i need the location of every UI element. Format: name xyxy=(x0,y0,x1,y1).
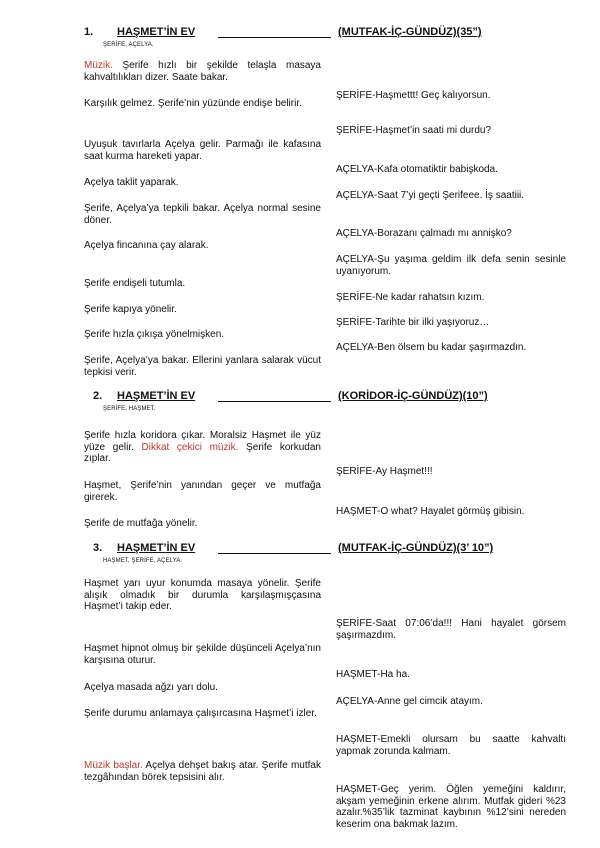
action-line: Müzik başlar. Açelya dehşet bakış atar. Şerife mutfak tezgâhından börek tepsisini alır. xyxy=(84,760,321,783)
dialogue-line: HAŞMET-Emekli olursam bu saatte kahvaltı yapmak zorunda kalmam. xyxy=(336,734,566,757)
action-line: Açelya masada ağzı yarı dolu. xyxy=(84,682,218,693)
dialogue-line: ŞERİFE-Ay Haşmet!!! xyxy=(336,466,433,477)
action-line: Uyuşuk tavırlarla Açelya gelir. Parmağı ile kafasına saat kurma hareketi yapar. xyxy=(84,139,321,162)
dialogue-line: AÇELYA-Ben ölsem bu kadar şaşırmazdın. xyxy=(336,342,527,353)
scene-title: HAŞMET’İN EV xyxy=(117,542,196,554)
action-line: Müzik. Şerife hızlı bir şekilde telaşla masaya kahvaltılıkları dizer. Saate bakar. xyxy=(84,60,321,83)
music-cue: Müzik. xyxy=(84,60,113,71)
action-line: Haşmet hipnot olmuş bir şekilde düşünceli Açelya’nın karşısına oturur. xyxy=(84,643,321,666)
dialogue-line: AÇELYA-Şu yaşıma geldim ilk defa senin sesinle uyanıyorum. xyxy=(336,254,566,277)
dialogue-line: AÇELYA-Borazanı çalmadı mı annişko? xyxy=(336,228,512,239)
dialogue-line: AÇELYA-Saat 7’yi geçti Şerifeee. İş saatiii. xyxy=(336,190,525,201)
scene-number: 3. xyxy=(93,542,103,554)
title-underline xyxy=(218,37,331,38)
scene-title: HAŞMET’İN EV xyxy=(117,26,196,38)
dialogue-line: ŞERİFE-Ne kadar rahatsın kızım. xyxy=(336,292,485,303)
action-line: Şerife durumu anlamaya çalışırcasına Haşmet’i izler. xyxy=(84,708,317,719)
scene-place: (MUTFAK-İÇ-GÜNDÜZ)(35”) xyxy=(338,26,482,38)
action-line: Şerife kapıya yönelir. xyxy=(84,304,177,315)
dialogue-line: AÇELYA-Anne gel cimcik atayım. xyxy=(336,696,483,707)
dialogue-line: HAŞMET-Geç yerim. Öğlen yemeğini kaldırır, akşam yemeğinin erkene alırım. Mutfak gideri %23 azalır.%35’lik tazminat kaybının %12’sini nereden keserim ona bakmak lazım. xyxy=(336,784,566,830)
action-line: Haşmet yarı uyur konumda masaya yönelir. Şerife alışık olmadık bir durumla karşılaşmışçasına Haşmet’i takip eder. xyxy=(84,578,321,612)
scene-cast: ŞERİFE, HAŞMET. xyxy=(103,406,156,412)
scene-place: (KORİDOR-İÇ-GÜNDÜZ)(10”) xyxy=(338,390,488,402)
action-line: Şerife de mutfağa yönelir. xyxy=(84,518,198,529)
dialogue-line: ŞERİFE-Haşmet’in saati mi durdu? xyxy=(336,125,492,136)
action-line: Şerife hızla çıkışa yönelmişken. xyxy=(84,329,225,340)
scene-number: 1. xyxy=(84,26,94,38)
music-cue: Müzik başlar. xyxy=(84,760,143,771)
action-line: Şerife, Açelya’ya bakar. Ellerini yanlara salarak vücut tepkisi verir. xyxy=(84,355,321,378)
dialogue-line: ŞERİFE-Haşmettt! Geç kalıyorsun. xyxy=(336,90,491,101)
dialogue-line: AÇELYA-Kafa otomatiktir babişkoda. xyxy=(336,164,498,175)
scene-cast: HAŞMET, ŞERİFE, AÇELYA. xyxy=(103,558,183,564)
music-cue: Dikkat çekici müzik. xyxy=(141,441,239,453)
action-line: Karşılık gelmez. Şerife’nin yüzünde endişe belirir. xyxy=(84,98,302,109)
action-line: Haşmet, Şerife’nin yanından geçer ve mutfağa girerek. xyxy=(84,480,321,503)
dialogue-line: ŞERİFE-Saat 07:06’da!!! Hani hayalet görsem şaşırmazdım. xyxy=(336,618,566,641)
scene-cast: ŞERİFE, AÇELYA. xyxy=(103,42,154,48)
dialogue-line: HAŞMET-Ha ha. xyxy=(336,669,410,680)
title-underline xyxy=(218,553,331,554)
action-line: Şerife hızla koridora çıkar. Moralsiz Haşmet ile yüz yüze gelir. Dikkat çekici müzik. Şerife korkudan zıplar. xyxy=(84,430,321,464)
scene-place: (MUTFAK-İÇ-GÜNDÜZ)(3’ 10”) xyxy=(338,542,494,554)
action-line: Şerife, Açelya’ya tepkili bakar. Açelya normal sesine döner. xyxy=(84,203,321,226)
dialogue-line: ŞERİFE-Tarihte bir ilki yaşıyoruz… xyxy=(336,317,490,328)
title-underline xyxy=(218,401,331,402)
action-line: Açelya fincanına çay alarak. xyxy=(84,240,209,251)
scene-title: HAŞMET’İN EV xyxy=(117,390,196,402)
action-line: Açelya taklit yaparak. xyxy=(84,177,179,188)
scene-number: 2. xyxy=(93,390,103,402)
action-line: Şerife endişeli tutumla. xyxy=(84,278,186,289)
dialogue-line: HAŞMET-O what? Hayalet görmüş gibisin. xyxy=(336,506,525,517)
